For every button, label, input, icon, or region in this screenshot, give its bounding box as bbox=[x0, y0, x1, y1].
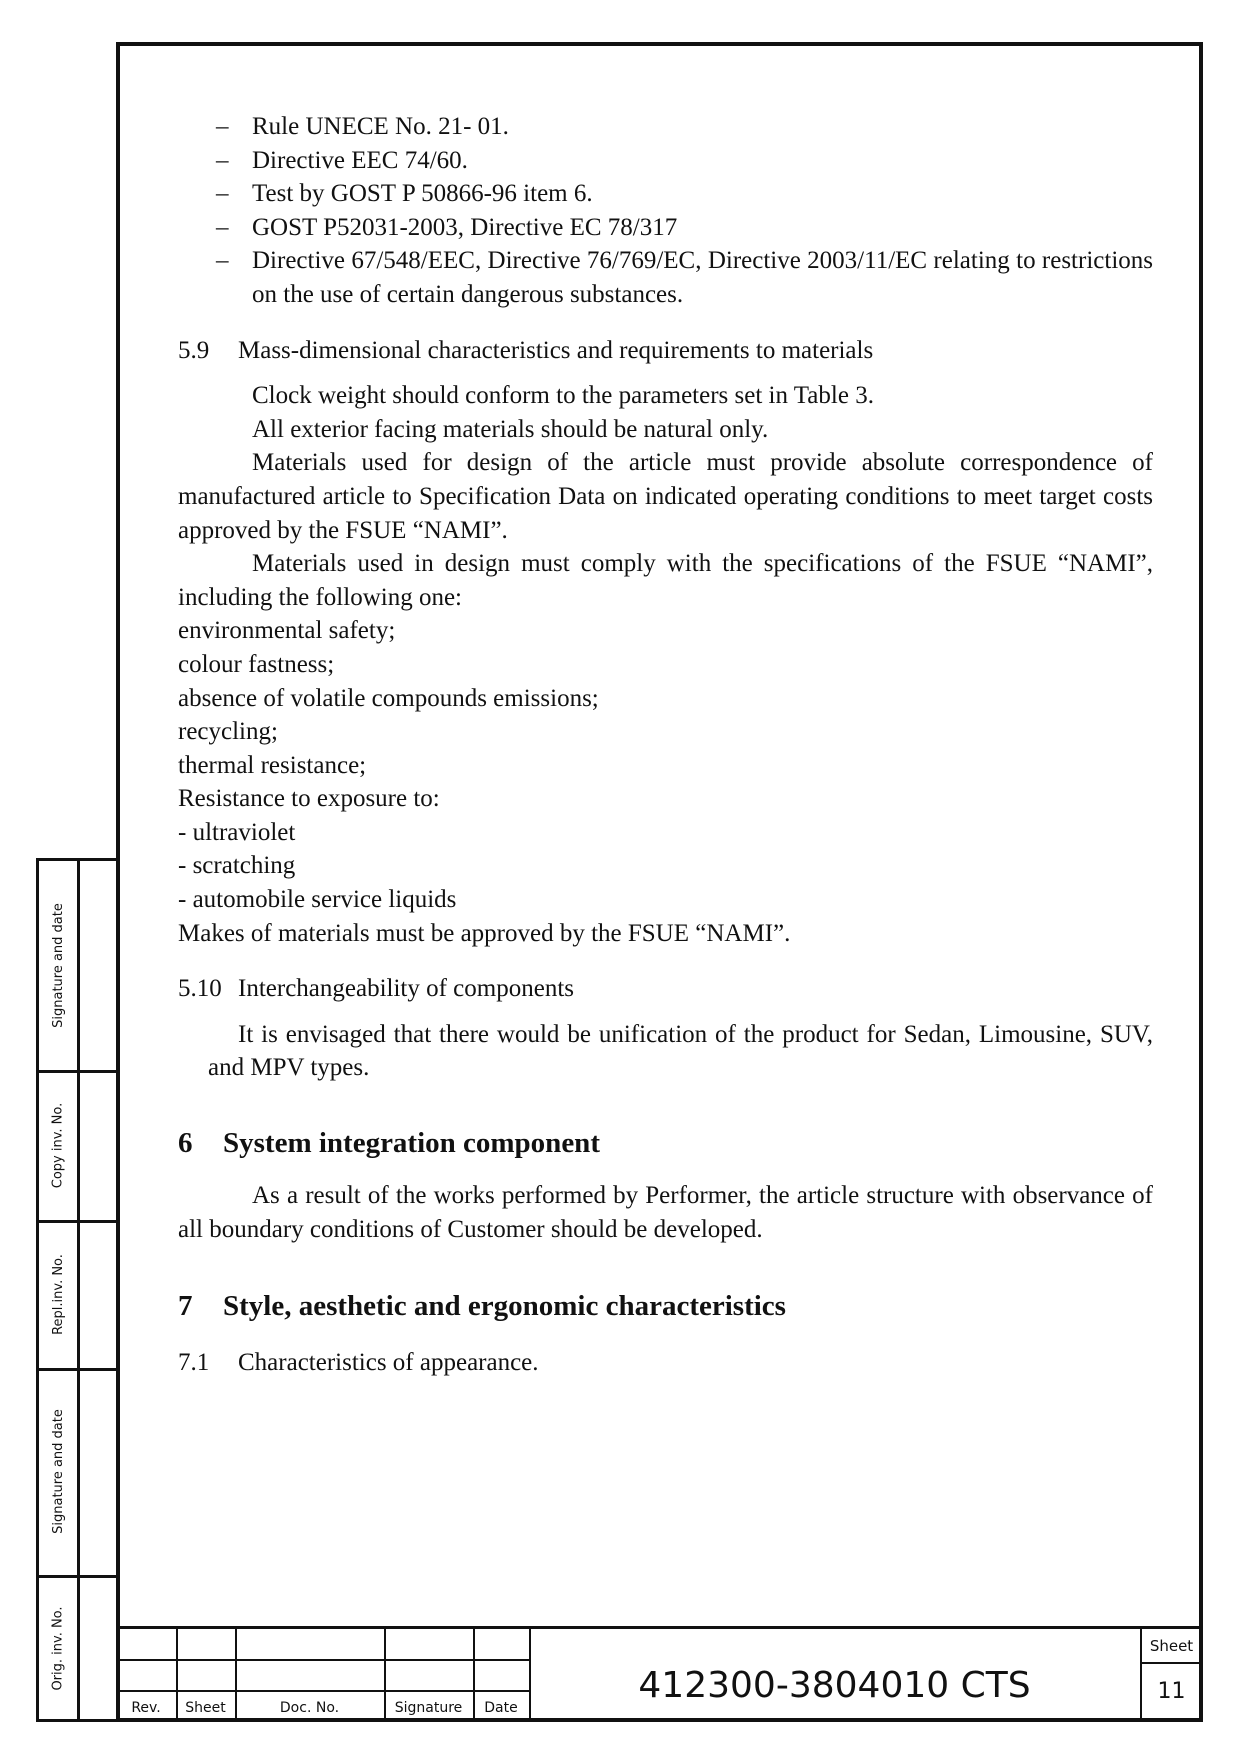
side-label: Orig. inv. No. bbox=[50, 1606, 66, 1691]
list-item: – Rule UNECE No. 21- 01. bbox=[178, 110, 1153, 144]
section-5-10-heading: 5.10 Interchangeability of components bbox=[178, 975, 574, 1003]
text-line: colour fastness; bbox=[178, 650, 335, 678]
list-item: – GOST P52031-2003, Directive EC 78/317 bbox=[178, 211, 1153, 245]
text-line: - ultraviolet bbox=[178, 818, 296, 846]
text-line: Makes of materials must be approved by the FSUE “NAMI”. bbox=[178, 919, 791, 947]
side-stamp-strip bbox=[36, 858, 116, 1722]
title-block bbox=[116, 1626, 1203, 1722]
sheet-col-label: Sheet bbox=[185, 1700, 226, 1716]
sheet-label: Sheet bbox=[1149, 1637, 1194, 1655]
text-line: absence of volatile compounds emissions; bbox=[178, 684, 599, 712]
text-line: - automobile service liquids bbox=[178, 886, 457, 914]
side-label: Repl.inv. No. bbox=[50, 1253, 66, 1335]
section-5-9-heading: 5.9 Mass-dimensional characteristics and requirements to materials bbox=[178, 336, 874, 364]
text-line: - scratching bbox=[178, 852, 296, 880]
paragraph: Clock weight should conform to the parameters set in Table 3. bbox=[252, 382, 874, 410]
rev-label: Rev. bbox=[131, 1700, 161, 1716]
paragraph: Materials used for design of the article must provide absolute correspondence of manufactured article to Specification Data on indicated operating conditions to meet target costs approved by the FSUE “NAMI”. bbox=[178, 449, 1153, 544]
text-line: thermal resistance; bbox=[178, 751, 367, 779]
paragraph: As a result of the works performed by Performer, the article structure with observance of all boundary conditions of Customer should be developed. bbox=[178, 1182, 1153, 1243]
paragraph: It is envisaged that there would be unification of the product for Sedan, Limousine, SUV, and MPV types. bbox=[208, 1020, 1153, 1082]
doc-no-label: Doc. No. bbox=[279, 1700, 340, 1716]
date-label: Date bbox=[484, 1700, 518, 1716]
list-item: – Test by GOST P 50866-96 item 6. bbox=[178, 177, 1153, 211]
side-label: Signature and date bbox=[50, 903, 66, 1028]
list-item: – Directive EEC 74/60. bbox=[178, 144, 1153, 178]
text-line: recycling; bbox=[178, 718, 278, 746]
document-code: 412300-3804010 CTS bbox=[638, 1665, 1031, 1706]
section-7-heading: 7 Style, aesthetic and ergonomic characteristics bbox=[178, 1290, 786, 1323]
standards-list bbox=[178, 110, 1153, 312]
side-label: Signature and date bbox=[50, 1409, 66, 1534]
text-line: environmental safety; bbox=[178, 617, 396, 645]
section-6-heading: 6 System integration component bbox=[178, 1127, 600, 1160]
list-item: – Directive 67/548/EEC, Directive 76/769/EC, Directive 2003/11/EC relating to restrictions on the use of certain dangerous substances. bbox=[178, 244, 1153, 311]
paragraph: Materials used in design must comply with the specifications of the FSUE “NAMI”, including the following one: bbox=[178, 550, 1153, 611]
signature-label: Signature bbox=[394, 1700, 463, 1716]
side-label: Copy inv. No. bbox=[50, 1102, 66, 1188]
section-7-1-heading: 7.1 Characteristics of appearance. bbox=[178, 1349, 539, 1377]
document-body bbox=[178, 110, 1153, 1380]
paragraph: All exterior facing materials should be natural only. bbox=[252, 415, 769, 443]
sheet-number: 11 bbox=[1157, 1679, 1186, 1704]
text-line: Resistance to exposure to: bbox=[178, 785, 440, 813]
